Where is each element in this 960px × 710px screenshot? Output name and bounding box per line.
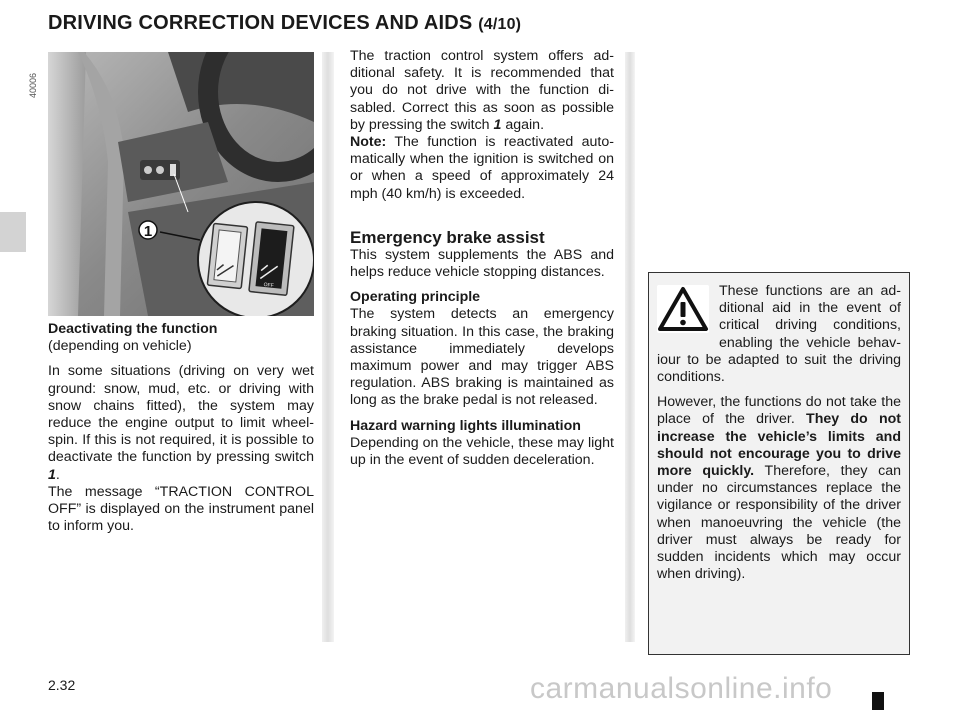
left-column [48,321,314,535]
warning-box [648,272,910,655]
image-reference-number: 40006 [28,72,38,98]
page-number: 2.32 [48,677,76,693]
switch-reference: 1 [493,116,502,133]
column-divider [322,52,334,642]
note-paragraph: Note: The function is reactivated automatically when the ignition is switched on or when a speed of approximately 24 mph (40 km/h) is exceeded. [350,134,614,202]
operating-paragraph: The system detects an emergency braking situation. In this case, the braking assistance immediately develops maximum power and may trigger ABS regulation. ABS braking is maintained as long as the brake pedal is not released. [350,306,614,409]
deactivate-heading: Deactivating the function [48,321,218,337]
section-paragraph: This system supplements the ABS and helps reduce vehicle stopping distances. [350,246,614,281]
page-corner-mark [872,692,884,710]
callout-label: 1 [143,223,153,240]
dashboard-photo [48,52,314,316]
hazard-heading: Hazard warning lights illumination [350,417,581,434]
warning-paragraph-2: However, the functions do not take the place of the driver. They do not increase the vehicle’s limits and should not encourage you to drive more quickly. Therefore, they can under no circumstances replace the vigilance or responsibility of the driver when manoeuvring the vehicle (the driver must always be ready for sudden incidents which may occur when driving). [657,394,901,583]
svg-text:OFF: OFF [263,281,274,289]
section-tab [0,212,26,252]
message-paragraph: The message “TRACTION CONTROL OFF” is displayed on the instrument panel to inform you. [48,483,314,535]
intro-paragraph: The traction control system offers additional safety. It is recommended that you do not drive with the function disabled. Correct this as soon as possible by pressing the switch 1 again. [350,48,614,133]
watermark: carmanualsonline.info [530,672,833,705]
warning-paragraph-1: These functions are an additional aid in the event of critical driving conditions, enabling the vehicle behaviour to be adapted to suit the driving conditions. [657,283,901,386]
section-heading: Emergency brake assist [350,227,545,247]
column-divider [625,52,635,642]
title-part-indicator: (4/10) [478,16,522,33]
title-main: DRIVING CORRECTION DEVICES AND AIDS [48,12,479,34]
middle-column [350,48,614,469]
page-title [48,12,521,35]
operating-heading: Operating principle [350,289,481,306]
switch-reference: 1 [48,466,56,483]
warning-triangle-icon [657,285,709,333]
hazard-paragraph: Depending on the vehicle, these may light up in the event of sudden deceleration. [350,434,614,469]
deactivate-paragraph: In some situations (driving on very wet ground: snow, mud, etc. or driving with snow chains fitted), the system may reduce the engine output to limit wheelspin. If this is not required, it is possible to deactivate the function by pressing switch 1. [48,363,314,483]
deactivate-subheading: (depending on vehicle) [48,338,192,355]
